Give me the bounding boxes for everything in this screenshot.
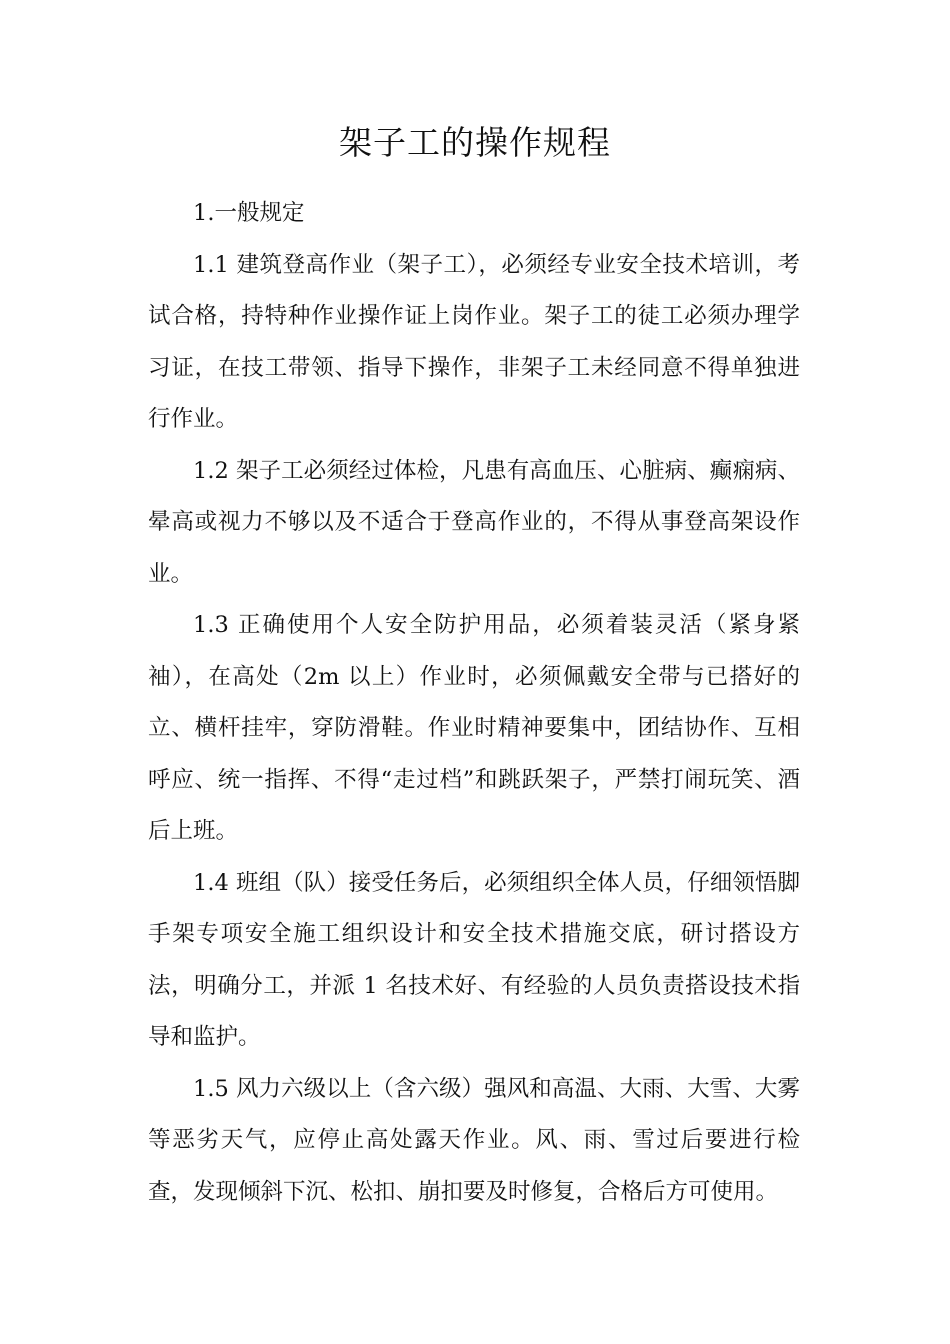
paragraph-1-2: 1.2 架子工必须经过体检，凡患有高血压、心脏病、癫痫病、晕高或视力不够以及不适合于登高作业的，不得从事登高架设作业。 [148, 457, 800, 587]
paragraph-1-5: 1.5 风力六级以上（含六级）强风和高温、大雨、大雪、大雾等恶劣天气，应停止高处露天作业。风、雨、雪过后要进行检查，发现倾斜下沉、松扣、崩扣要及时修复，合格后方可使用。 [148, 1075, 800, 1205]
document-body [148, 188, 800, 1218]
document-title: 架子工的操作规程 [339, 123, 611, 162]
section-heading-general-rules: 1.一般规定 [193, 200, 305, 226]
paragraph-1-3: 1.3 正确使用个人安全防护用品，必须着装灵活（紧身紧袖），在高处（2m 以上）作业时，必须佩戴安全带与已搭好的立、横杆挂牢，穿防滑鞋。作业时精神要集中，团结协作、互相呼应、统一指挥、不得“走过档”和跳跃架子，严禁打闹玩笑、酒后上班。 [148, 612, 800, 844]
paragraph-1-4: 1.4 班组（队）接受任务后，必须组织全体人员，仔细领悟脚手架专项安全施工组织设计和安全技术措施交底，研讨搭设方法，明确分工，并派 1 名技术好、有经验的人员负责搭设技术指导和监护。 [148, 869, 800, 1050]
paragraph-1-1: 1.1 建筑登高作业（架子工），必须经专业安全技术培训，考试合格，持特种作业操作证上岗作业。架子工的徒工必须办理学习证，在技工带领、指导下操作，非架子工未经同意不得单独进行作业。 [148, 251, 800, 432]
